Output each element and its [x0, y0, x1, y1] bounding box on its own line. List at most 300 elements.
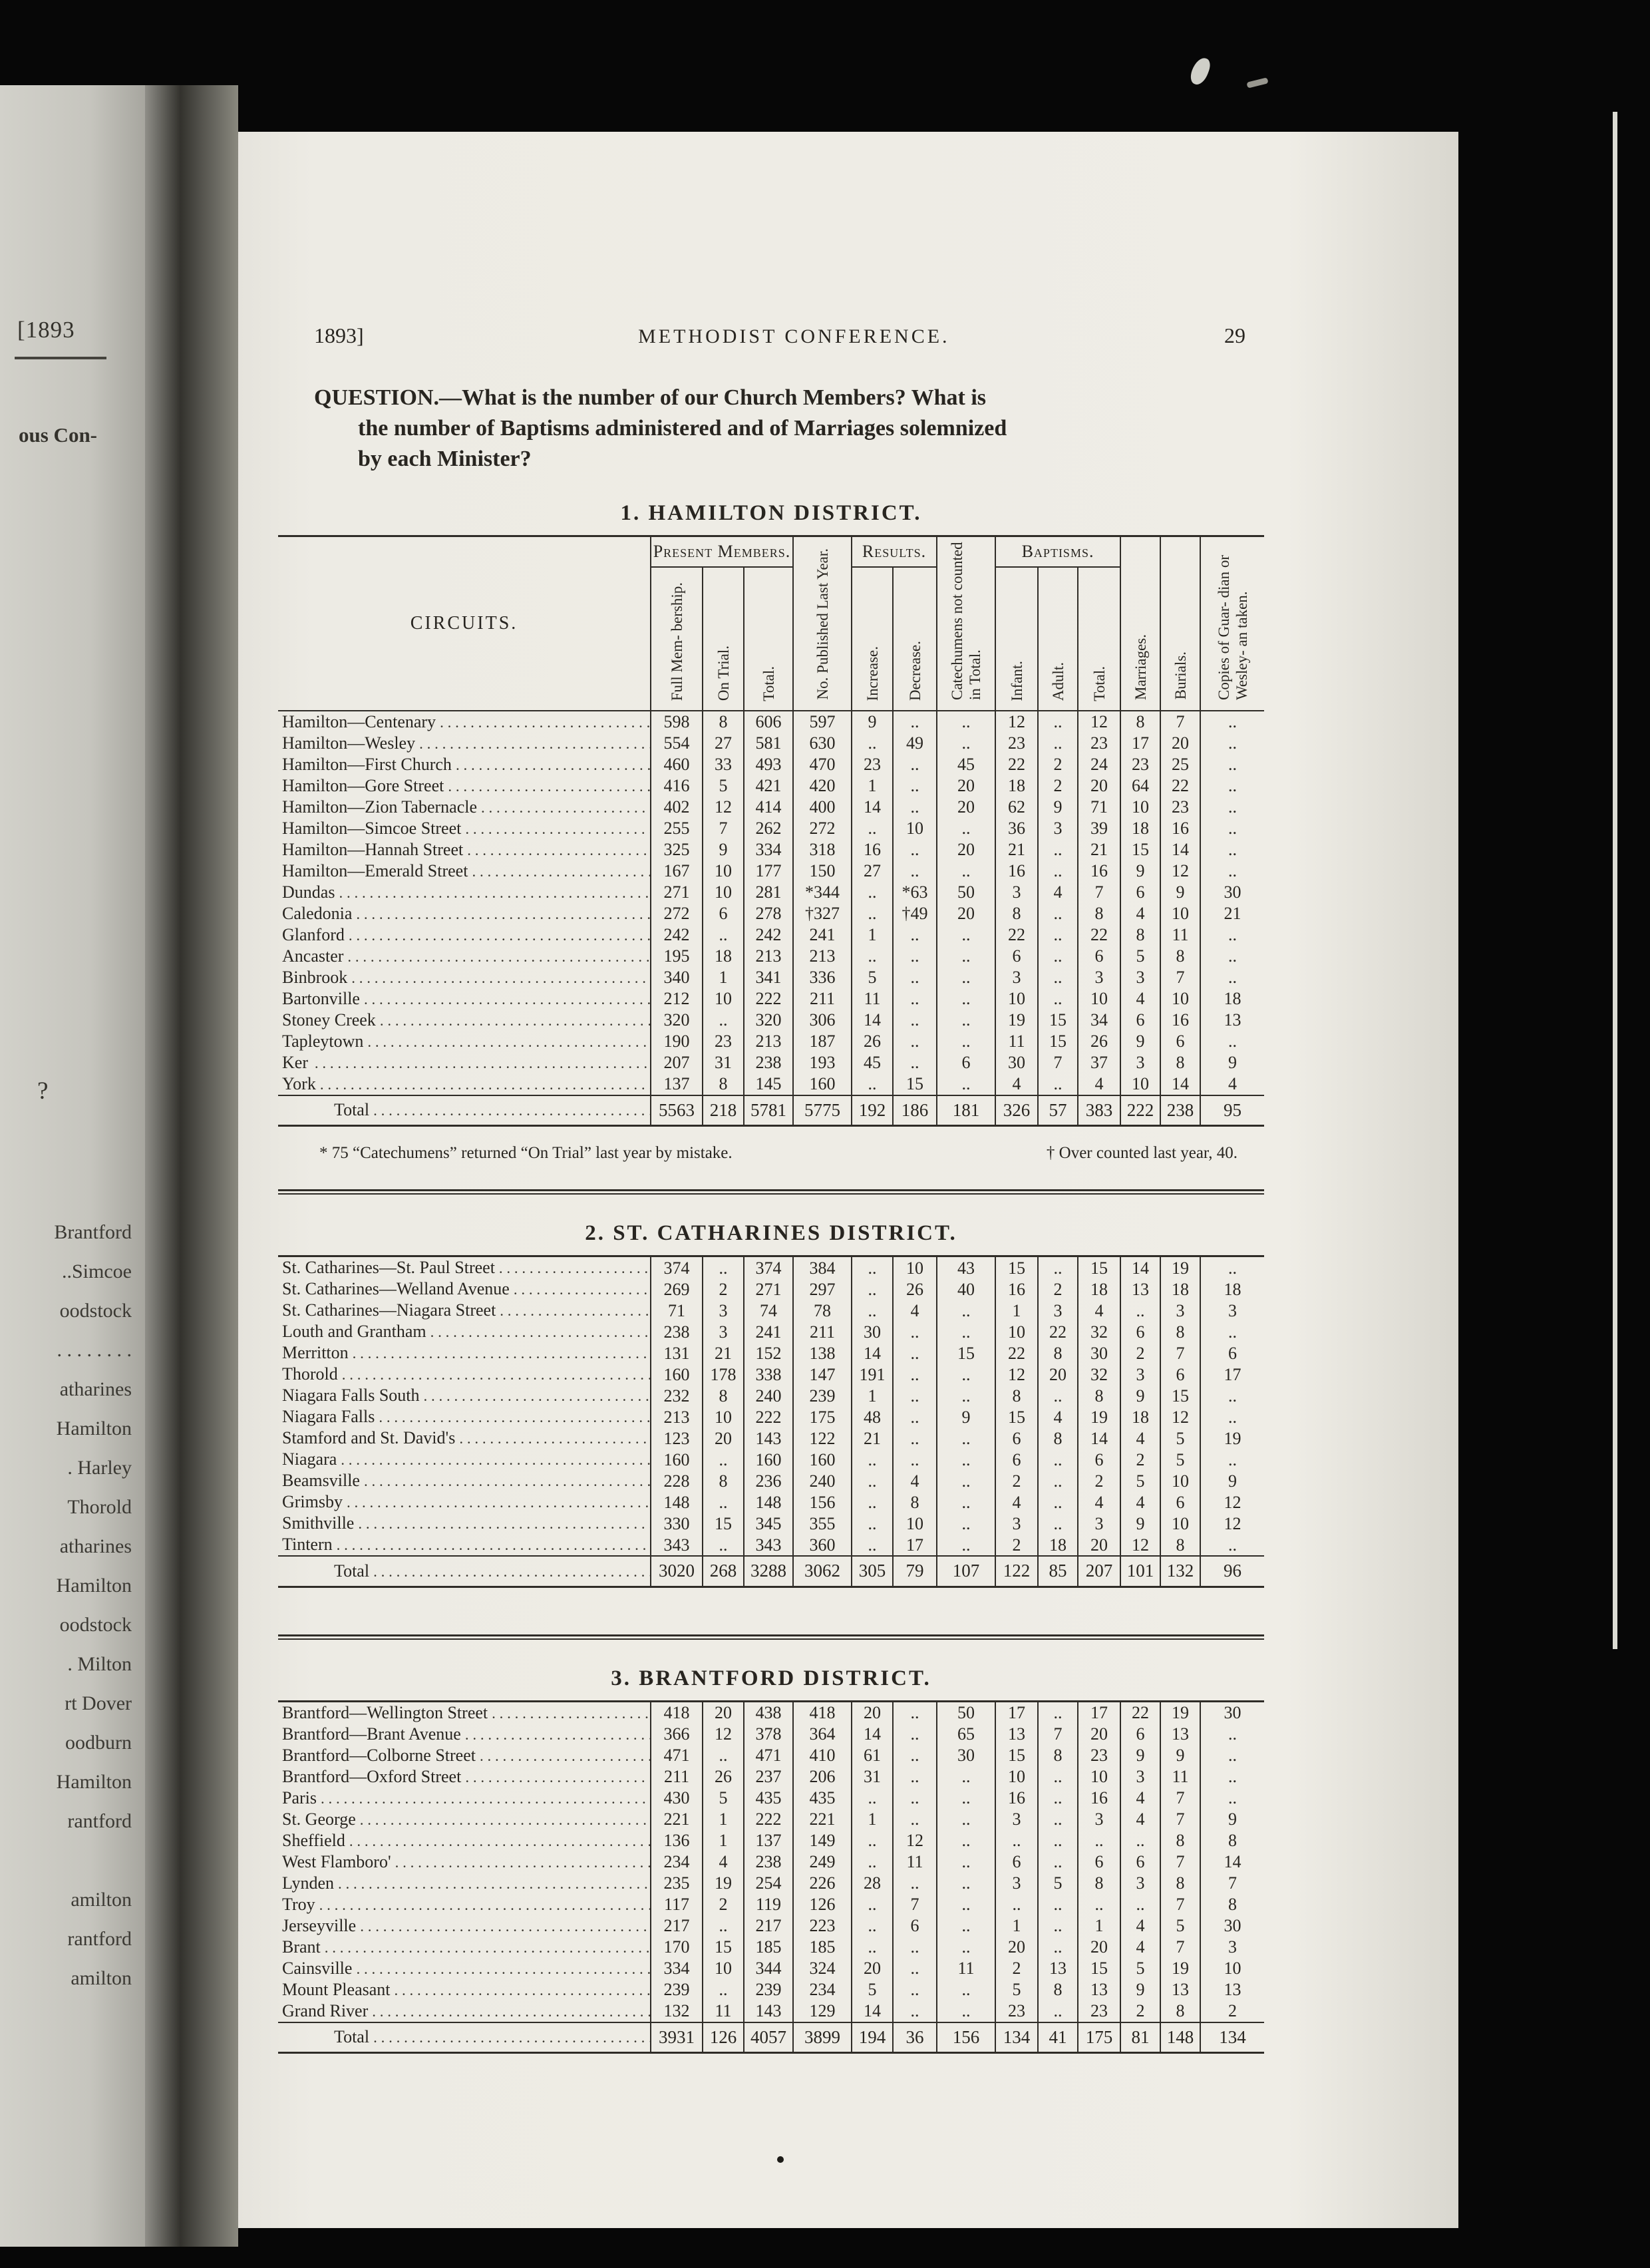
- stat-cell: 2: [1078, 1470, 1120, 1491]
- table-row: [278, 967, 1264, 988]
- stat-cell: 8: [1038, 1427, 1078, 1449]
- stat-cell: 137: [744, 1830, 793, 1851]
- stat-cell: 10: [1120, 797, 1160, 818]
- total-cell: 5775: [793, 1095, 852, 1126]
- stat-cell: ..: [893, 1449, 937, 1470]
- stat-cell: 30: [1200, 882, 1264, 903]
- circuit-name: [278, 1873, 651, 1894]
- stat-cell: 336: [793, 967, 852, 988]
- total-cell: 101: [1120, 1556, 1160, 1587]
- stat-cell: 222: [744, 988, 793, 1010]
- stat-cell: 31: [703, 1052, 744, 1073]
- stat-cell: 9: [852, 711, 893, 733]
- stat-cell: 435: [793, 1788, 852, 1809]
- stat-cell: 19: [703, 1873, 744, 1894]
- circuit-name: [278, 1979, 651, 2000]
- stat-cell: ..: [893, 1427, 937, 1449]
- stat-cell: 217: [744, 1915, 793, 1937]
- stat-cell: 40: [937, 1278, 995, 1300]
- stat-cell: 3: [1200, 1937, 1264, 1958]
- col-members-total: Total.: [744, 567, 793, 711]
- total-cell: 156: [937, 2022, 995, 2053]
- stat-cell: 122: [793, 1427, 852, 1449]
- stat-cell: 18: [1120, 1406, 1160, 1427]
- table-row: [278, 1052, 1264, 1073]
- stat-cell: ..: [1038, 1894, 1078, 1915]
- circuit-name: [278, 1830, 651, 1851]
- stat-cell: 21: [995, 839, 1038, 860]
- table-row: [278, 1724, 1264, 1745]
- table-row: [278, 818, 1264, 839]
- stat-cell: 3: [995, 1513, 1038, 1534]
- stat-cell: 30: [852, 1321, 893, 1342]
- circuit-name: [278, 1427, 651, 1449]
- stat-cell: ..: [893, 1724, 937, 1745]
- stat-cell: 6: [995, 1449, 1038, 1470]
- stat-cell: 19: [1160, 1958, 1200, 1979]
- district-title: 2. ST. CATHARINES DISTRICT.: [585, 1221, 957, 1245]
- stat-cell: 14: [1160, 839, 1200, 860]
- stat-cell: 26: [852, 1031, 893, 1052]
- stat-cell: 48: [852, 1406, 893, 1427]
- stat-cell: 15: [1160, 1385, 1200, 1406]
- circuit-label: York: [282, 1073, 316, 1093]
- table-row: [278, 1513, 1264, 1534]
- stat-cell: 24: [1078, 754, 1120, 775]
- stat-cell: 14: [852, 797, 893, 818]
- stat-cell: †327: [793, 903, 852, 924]
- col-decrease: Decrease.: [893, 567, 937, 711]
- stat-cell: 3: [995, 882, 1038, 903]
- stat-cell: 8: [1038, 1745, 1078, 1766]
- stat-cell: 6: [1160, 1364, 1200, 1385]
- stat-cell: 9: [1038, 797, 1078, 818]
- col-adult: Adult.: [1038, 567, 1078, 711]
- total-cell: 148: [1160, 2022, 1200, 2053]
- table-row: [278, 1278, 1264, 1300]
- stat-cell: 147: [793, 1364, 852, 1385]
- stat-cell: *63: [893, 882, 937, 903]
- stat-cell: 6: [1120, 1010, 1160, 1031]
- circuit-label: Glanford: [282, 924, 345, 944]
- stat-cell: 160: [744, 1449, 793, 1470]
- stat-cell: 18: [1200, 988, 1264, 1010]
- stat-cell: 6: [995, 946, 1038, 967]
- stat-cell: 191: [852, 1364, 893, 1385]
- footnote-right: † Over counted last year, 40.: [1046, 1144, 1238, 1162]
- total-cell: 132: [1160, 1556, 1200, 1587]
- stat-cell: ..: [1200, 1788, 1264, 1809]
- stat-cell: ..: [893, 1937, 937, 1958]
- dot-leader: [347, 946, 650, 967]
- stat-cell: 19: [1078, 1406, 1120, 1427]
- stat-cell: ..: [1200, 1766, 1264, 1788]
- stat-cell: 13: [1038, 1958, 1078, 1979]
- total-cell: 134: [995, 2022, 1038, 2053]
- stat-cell: 8: [1160, 2000, 1200, 2022]
- stat-cell: ..: [1038, 733, 1078, 754]
- stat-cell: ..: [893, 1052, 937, 1073]
- stat-cell: 4: [1120, 1491, 1160, 1513]
- stat-cell: ..: [1038, 1830, 1078, 1851]
- stat-cell: 8: [1200, 1894, 1264, 1915]
- dot-leader: [372, 2000, 650, 2022]
- stat-cell: 25: [1160, 754, 1200, 775]
- stat-cell: ..: [1200, 733, 1264, 754]
- stat-cell: ..: [893, 988, 937, 1010]
- stat-cell: 9: [1120, 1513, 1160, 1534]
- stat-cell: 3: [1120, 1364, 1160, 1385]
- circuit-name: [278, 924, 651, 946]
- stat-cell: 17: [995, 1701, 1038, 1724]
- table-row: [278, 1031, 1264, 1052]
- stat-cell: ..: [1038, 903, 1078, 924]
- circuit-label: Smithville: [282, 1513, 355, 1533]
- stat-cell: 334: [651, 1958, 703, 1979]
- stat-cell: 11: [995, 1031, 1038, 1052]
- stat-cell: 16: [995, 1788, 1038, 1809]
- stat-cell: 211: [793, 988, 852, 1010]
- stat-cell: 152: [744, 1342, 793, 1364]
- stat-cell: ..: [1200, 1534, 1264, 1556]
- circuit-label: Total: [334, 1561, 370, 1581]
- circuit-name: [278, 882, 651, 903]
- stat-cell: 167: [651, 860, 703, 882]
- stat-cell: 19: [1160, 1256, 1200, 1279]
- stat-cell: 4: [893, 1300, 937, 1321]
- stat-cell: 7: [1200, 1873, 1264, 1894]
- stat-cell: 10: [995, 988, 1038, 1010]
- stat-cell: 460: [651, 754, 703, 775]
- stat-cell: 129: [793, 2000, 852, 2022]
- stat-cell: 630: [793, 733, 852, 754]
- stat-cell: 241: [744, 1321, 793, 1342]
- stat-cell: ..: [893, 754, 937, 775]
- stat-cell: ..: [937, 1915, 995, 1937]
- stat-cell: 22: [995, 754, 1038, 775]
- stat-cell: 5: [852, 1979, 893, 2000]
- stat-cell: 2: [1120, 1342, 1160, 1364]
- dot-leader: [342, 1364, 650, 1385]
- stat-cell: 10: [1160, 1470, 1200, 1491]
- stat-cell: ..: [852, 1491, 893, 1513]
- stat-cell: 7: [1038, 1724, 1078, 1745]
- stat-cell: 206: [793, 1766, 852, 1788]
- district-hamilton: [277, 501, 1432, 1163]
- header-year: 1893]: [314, 323, 364, 347]
- stat-cell: 18: [1200, 1278, 1264, 1300]
- stat-cell: ..: [852, 903, 893, 924]
- stat-cell: 414: [744, 797, 793, 818]
- page-content: [238, 132, 1458, 2054]
- total-cell: 107: [937, 1556, 995, 1587]
- stat-cell: 320: [744, 1010, 793, 1031]
- stat-cell: ..: [703, 1010, 744, 1031]
- circuit-label: Grand River: [282, 2000, 369, 2020]
- stat-cell: 21: [852, 1427, 893, 1449]
- table-row: [278, 1256, 1264, 1279]
- circuit-label: Lynden: [282, 1873, 334, 1893]
- stat-cell: 6: [995, 1851, 1038, 1873]
- stat-cell: 20: [1078, 1534, 1120, 1556]
- stat-cell: 15: [995, 1406, 1038, 1427]
- stat-cell: 207: [651, 1052, 703, 1073]
- facing-word: . Milton: [67, 1653, 132, 1675]
- facing-word: rantford: [67, 1928, 132, 1950]
- stat-cell: ..: [893, 1958, 937, 1979]
- stat-cell: 185: [744, 1937, 793, 1958]
- stat-cell: 160: [651, 1449, 703, 1470]
- circuit-name: [278, 2000, 651, 2022]
- stat-cell: 4: [1078, 1491, 1120, 1513]
- stat-cell: 17: [1078, 1701, 1120, 1724]
- stat-cell: 8: [1160, 1534, 1200, 1556]
- stat-cell: 16: [852, 839, 893, 860]
- dot-leader: [356, 1958, 650, 1979]
- stat-cell: ..: [937, 1385, 995, 1406]
- stat-cell: 26: [893, 1278, 937, 1300]
- stat-cell: ..: [703, 1915, 744, 1937]
- stat-cell: 242: [744, 924, 793, 946]
- table-row: [278, 1851, 1264, 1873]
- stat-cell: 6: [1078, 1449, 1120, 1470]
- stat-cell: 23: [995, 733, 1038, 754]
- stat-cell: 234: [793, 1979, 852, 2000]
- stat-cell: 12: [1200, 1513, 1264, 1534]
- stat-cell: 6: [995, 1427, 1038, 1449]
- total-cell: 57: [1038, 1095, 1078, 1126]
- stat-cell: 21: [1200, 903, 1264, 924]
- dot-leader: [364, 988, 650, 1010]
- col-on-trial: On Trial.: [703, 567, 744, 711]
- stat-cell: 8: [703, 1385, 744, 1406]
- stat-cell: 50: [937, 882, 995, 903]
- stat-cell: ..: [937, 1321, 995, 1342]
- stat-cell: 8: [703, 1470, 744, 1491]
- total-cell: 96: [1200, 1556, 1264, 1587]
- stat-cell: ..: [1038, 1256, 1078, 1279]
- stat-cell: 145: [744, 1073, 793, 1095]
- stat-cell: 213: [744, 1031, 793, 1052]
- stat-cell: 23: [1078, 733, 1120, 754]
- stat-cell: ..: [937, 1449, 995, 1470]
- stat-cell: 8: [703, 1073, 744, 1095]
- stat-cell: ..: [937, 1010, 995, 1031]
- stat-cell: 50: [937, 1701, 995, 1724]
- stat-cell: ..: [893, 1364, 937, 1385]
- stat-cell: 22: [1078, 924, 1120, 946]
- brantford-table-body: [278, 1701, 1264, 2053]
- stat-cell: ..: [852, 818, 893, 839]
- stat-cell: 6: [703, 903, 744, 924]
- col-increase: Increase.: [852, 567, 893, 711]
- circuit-label: Cainsville: [282, 1958, 353, 1978]
- stat-cell: 23: [995, 2000, 1038, 2022]
- stat-cell: ..: [893, 797, 937, 818]
- circuit-label: Niagara Falls South: [282, 1386, 420, 1405]
- stat-cell: 17: [893, 1534, 937, 1556]
- dot-leader: [364, 1470, 650, 1491]
- stat-cell: 34: [1078, 1010, 1120, 1031]
- stat-cell: 30: [937, 1745, 995, 1766]
- stat-cell: 74: [744, 1300, 793, 1321]
- stat-cell: 5: [703, 775, 744, 797]
- stat-cell: 598: [651, 711, 703, 733]
- stat-cell: 3: [703, 1321, 744, 1342]
- stat-cell: 239: [744, 1979, 793, 2000]
- stat-cell: 5: [995, 1979, 1038, 2000]
- dot-leader: [353, 1342, 650, 1364]
- stat-cell: 344: [744, 1958, 793, 1979]
- circuit-name: [278, 1894, 651, 1915]
- question-line-1: QUESTION.—What is the number of our Church Members? What is: [314, 385, 987, 410]
- stat-cell: 8: [1078, 1385, 1120, 1406]
- facing-question-mark: ?: [37, 1077, 49, 1105]
- stat-cell: 14: [852, 1342, 893, 1364]
- stat-cell: 39: [1078, 818, 1120, 839]
- dot-leader: [349, 924, 650, 946]
- stat-cell: 4: [1078, 1073, 1120, 1095]
- table-row: [278, 1937, 1264, 1958]
- circuit-name: [278, 1300, 651, 1321]
- facing-word: ..Simcoe: [62, 1260, 132, 1282]
- stat-cell: 420: [793, 775, 852, 797]
- stat-cell: 8: [995, 1385, 1038, 1406]
- stat-cell: 9: [703, 839, 744, 860]
- total-cell: 4057: [744, 2022, 793, 2053]
- dot-leader: [467, 839, 650, 860]
- stat-cell: ..: [937, 711, 995, 733]
- stat-cell: ..: [937, 967, 995, 988]
- total-cell: 175: [1078, 2022, 1120, 2053]
- circuit-label: St. Catharines—Welland Avenue: [282, 1279, 510, 1298]
- stat-cell: 6: [1160, 1031, 1200, 1052]
- stat-cell: 2: [995, 1958, 1038, 1979]
- stat-cell: 8: [1078, 903, 1120, 924]
- total-cell: 218: [703, 1095, 744, 1126]
- facing-word: oodburn: [65, 1732, 132, 1754]
- stat-cell: ..: [852, 1073, 893, 1095]
- stat-cell: 3: [1160, 1300, 1200, 1321]
- circuit-label: Paris: [282, 1788, 317, 1807]
- table-row: [278, 1364, 1264, 1385]
- total-cell: 305: [852, 1556, 893, 1587]
- stat-cell: ..: [1038, 860, 1078, 882]
- circuit-label: Hamilton—Centenary: [282, 711, 436, 731]
- total-cell: 326: [995, 1095, 1038, 1126]
- stat-cell: ..: [1078, 1830, 1120, 1851]
- stat-cell: ..: [1038, 1937, 1078, 1958]
- stat-cell: 1: [852, 1809, 893, 1830]
- stat-cell: 4: [995, 1491, 1038, 1513]
- stat-cell: 238: [651, 1321, 703, 1342]
- stat-cell: 136: [651, 1830, 703, 1851]
- stat-cell: 338: [744, 1364, 793, 1385]
- circuit-label: Thorold: [282, 1364, 338, 1384]
- stat-cell: 8: [1160, 1052, 1200, 1073]
- stat-cell: 190: [651, 1031, 703, 1052]
- circuit-label: Brantford—Colborne Street: [282, 1745, 476, 1765]
- stat-cell: ..: [1200, 1256, 1264, 1279]
- stat-cell: 14: [1078, 1427, 1120, 1449]
- stat-cell: ..: [1200, 967, 1264, 988]
- table-row: [278, 1300, 1264, 1321]
- dot-leader: [500, 1300, 650, 1321]
- stat-cell: 15: [893, 1073, 937, 1095]
- stat-cell: 212: [651, 988, 703, 1010]
- stat-cell: 8: [1160, 946, 1200, 967]
- stat-cell: 6: [1160, 1491, 1200, 1513]
- circuit-label: Brant: [282, 1937, 321, 1957]
- col-group-present-members: Present Members.: [651, 536, 793, 567]
- stat-cell: 255: [651, 818, 703, 839]
- stat-cell: 12: [893, 1830, 937, 1851]
- stat-cell: 43: [937, 1256, 995, 1279]
- stat-cell: 2: [1038, 775, 1078, 797]
- stat-cell: ..: [893, 711, 937, 733]
- stat-cell: 20: [937, 775, 995, 797]
- total-cell: 238: [1160, 1095, 1200, 1126]
- stat-cell: ..: [852, 1513, 893, 1534]
- stat-cell: 4: [1038, 882, 1078, 903]
- stat-cell: 213: [793, 946, 852, 967]
- stat-cell: ..: [1038, 1809, 1078, 1830]
- dot-leader: [499, 1257, 650, 1278]
- total-cell: 3062: [793, 1556, 852, 1587]
- table-row: [278, 775, 1264, 797]
- stat-cell: 22: [1160, 775, 1200, 797]
- stat-cell: 234: [651, 1851, 703, 1873]
- dot-leader: [379, 1406, 650, 1427]
- stat-cell: 20: [1038, 1364, 1078, 1385]
- stat-cell: 20: [703, 1427, 744, 1449]
- dot-leader: [338, 1873, 650, 1894]
- stat-cell: 239: [793, 1385, 852, 1406]
- stat-cell: 11: [937, 1958, 995, 1979]
- stat-cell: ..: [893, 967, 937, 988]
- table-row: [278, 1788, 1264, 1809]
- circuit-label: Hamilton—Zion Tabernacle: [282, 797, 477, 817]
- stat-cell: 8: [893, 1491, 937, 1513]
- circuit-label: Tintern: [282, 1535, 333, 1554]
- stat-cell: ..: [703, 924, 744, 946]
- stat-cell: ..: [937, 1788, 995, 1809]
- stat-cell: ..: [937, 1894, 995, 1915]
- stat-cell: 30: [1200, 1701, 1264, 1724]
- stat-cell: ..: [1038, 1851, 1078, 1873]
- stat-cell: ..: [937, 818, 995, 839]
- total-cell: 5563: [651, 1095, 703, 1126]
- col-group-baptisms: Baptisms.: [995, 536, 1120, 567]
- stat-cell: ..: [703, 1491, 744, 1513]
- circuit-name: [278, 967, 651, 988]
- circuit-label: Troy: [282, 1894, 315, 1914]
- stat-cell: 30: [995, 1052, 1038, 1073]
- table-row: [278, 903, 1264, 924]
- total-cell: 383: [1078, 1095, 1120, 1126]
- stat-cell: 7: [1160, 1788, 1200, 1809]
- stat-cell: 195: [651, 946, 703, 967]
- stat-cell: 254: [744, 1873, 793, 1894]
- stat-cell: 213: [651, 1406, 703, 1427]
- stat-cell: 20: [995, 1937, 1038, 1958]
- stat-cell: 281: [744, 882, 793, 903]
- stat-cell: 221: [651, 1809, 703, 1830]
- stat-cell: ..: [703, 1745, 744, 1766]
- stat-cell: 10: [995, 1766, 1038, 1788]
- table-row: [278, 946, 1264, 967]
- stat-cell: 5: [1120, 1958, 1160, 1979]
